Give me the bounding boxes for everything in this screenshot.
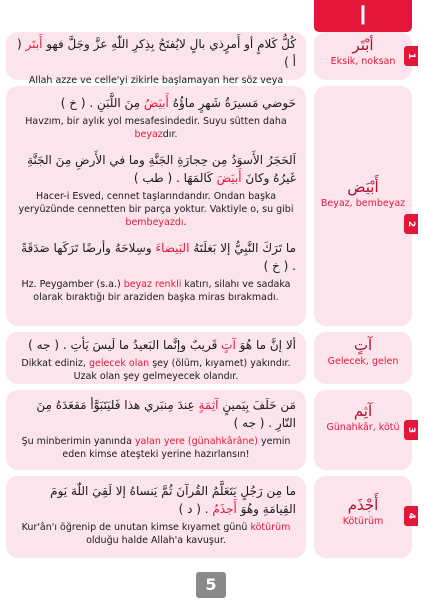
entry-word-translation: Beyaz, bembeyaz bbox=[320, 198, 406, 209]
arabic-text: كُلُّ كَلامٍ أو أَمرٍذي بالٍ لايُفتَحُ بِذِكرِ اللّٰهِ عزَّ وجَلَّ فهو أَبتَر ( أ ) bbox=[17, 37, 296, 69]
entry-word-arabic: أبْتَر bbox=[352, 36, 374, 54]
translation-text: Kur'ân'ı öğrenip de unutan kimse kıyamet günü kötürüm olduğu halde Allah'a kavuşur. bbox=[21, 522, 291, 546]
translation-text: Hacer-i Esved, cennet taşlarındandır. Ondan başka yeryüzünde cennetten bir parça yoktur. Vaktiyle o, su gibi bembeyazdı. bbox=[18, 191, 294, 228]
entry-word-arabic: آثِم bbox=[353, 402, 373, 420]
entry-word-translation: Eksik, noksan bbox=[330, 56, 396, 67]
translation-text: Hz. Peygamber (s.a.) beyaz renkli katırı, silahı ve sadaka olarak bıraktığı bir araziden başka miras bırakmadı. bbox=[21, 279, 291, 303]
entry-4-word-panel bbox=[314, 390, 416, 470]
page-number: 5 bbox=[196, 572, 226, 598]
entry-3-examples bbox=[6, 332, 306, 384]
entry-2-word-panel bbox=[314, 86, 416, 326]
entry-word-arabic: أَبْيَض bbox=[347, 178, 379, 196]
entry-word-arabic: آتٍ bbox=[353, 336, 373, 354]
entry-number-tab: 3 bbox=[404, 420, 418, 440]
entry-4-examples bbox=[6, 390, 306, 470]
entry-word-arabic: أَجْذَم bbox=[347, 496, 379, 514]
arabic-text: حَوضي مَسيرَةُ شَهرٍ ماؤُهُ أَبيَضُ مِنَ اللَّبَنِ . ( خ ) bbox=[60, 96, 296, 110]
entry-5-word-panel bbox=[314, 476, 416, 558]
arabic-text: ألا إنَّ ما هُوَ آتٍ قَريبٌ وإنَّما البَعيدُ ما لَيسَ يَأتِ . ( جه ) bbox=[28, 338, 296, 352]
entry-number-tab: 2 bbox=[404, 214, 418, 234]
arabic-text: اَلحَجَرُ الأَسوَدُ مِن حِجارَةِ الجَنَّةِ وما في الأَرضِ مِنَ الجَنَّةِ غَيرُهُ وكانَ أَبيَضَ كَالمَهَا . ( طب ) bbox=[27, 153, 296, 185]
translation-text: Havzım, bir aylık yol mesafesindedir. Suyu sütten daha beyazdır. bbox=[25, 116, 287, 140]
entry-1-examples bbox=[6, 32, 306, 86]
translation-text: Allah azze ve celle'yi zikirle başlamayan her söz veya bbox=[28, 75, 284, 86]
entry-2-examples bbox=[6, 86, 306, 326]
translation-text: Şu minberimin yanında yalan yere (günahkârâne) yemin eden kimse ateşteki yerine hazırlansın! bbox=[21, 436, 291, 460]
translation-text: Dikkat ediniz, gelecek olan şey (ölüm, kıyamet) yakındır. Uzak olan şey gelmeyecek olandır. bbox=[21, 358, 291, 382]
arabic-text: مَن حَلَفَ بِيَمينٍ آثِمَةٍ عِندَ مِنبَري هذا فَليَتَبَوَّأ مَقعَدَهُ مِنَ النّارِ . ( جه ) bbox=[36, 398, 296, 430]
entry-word-translation: Gelecek, gelen bbox=[327, 356, 399, 367]
entry-5-examples bbox=[6, 476, 306, 558]
arabic-text: ما تَرَكَ النَّبِيُّ إلا بَغلَتَهُ البَيضاءَ وسِلاحَهُ وأرضًا تَرَكَها صَدَقَةً . ( خ ) bbox=[21, 241, 296, 273]
entry-3-word-panel bbox=[314, 332, 412, 384]
entry-number-tab: 4 bbox=[404, 506, 418, 526]
entry-word-translation: Günahkâr, kötü bbox=[326, 422, 400, 433]
entry-1-word-panel bbox=[314, 32, 416, 80]
entry-number-tab: 1 bbox=[404, 46, 418, 66]
entry-word-translation: Kötürüm bbox=[342, 516, 384, 527]
arabic-text: ما مِن رَجُلٍ يَتَعَلَّمُ القُرآنَ ثُمَّ يَنساهُ إلا لَقِيَ اللّٰهَ يَومَ القِيامَةِ وهُوَ أَجذَمُ . ( د ) bbox=[50, 484, 296, 516]
section-letter-tab: ا bbox=[314, 0, 412, 32]
